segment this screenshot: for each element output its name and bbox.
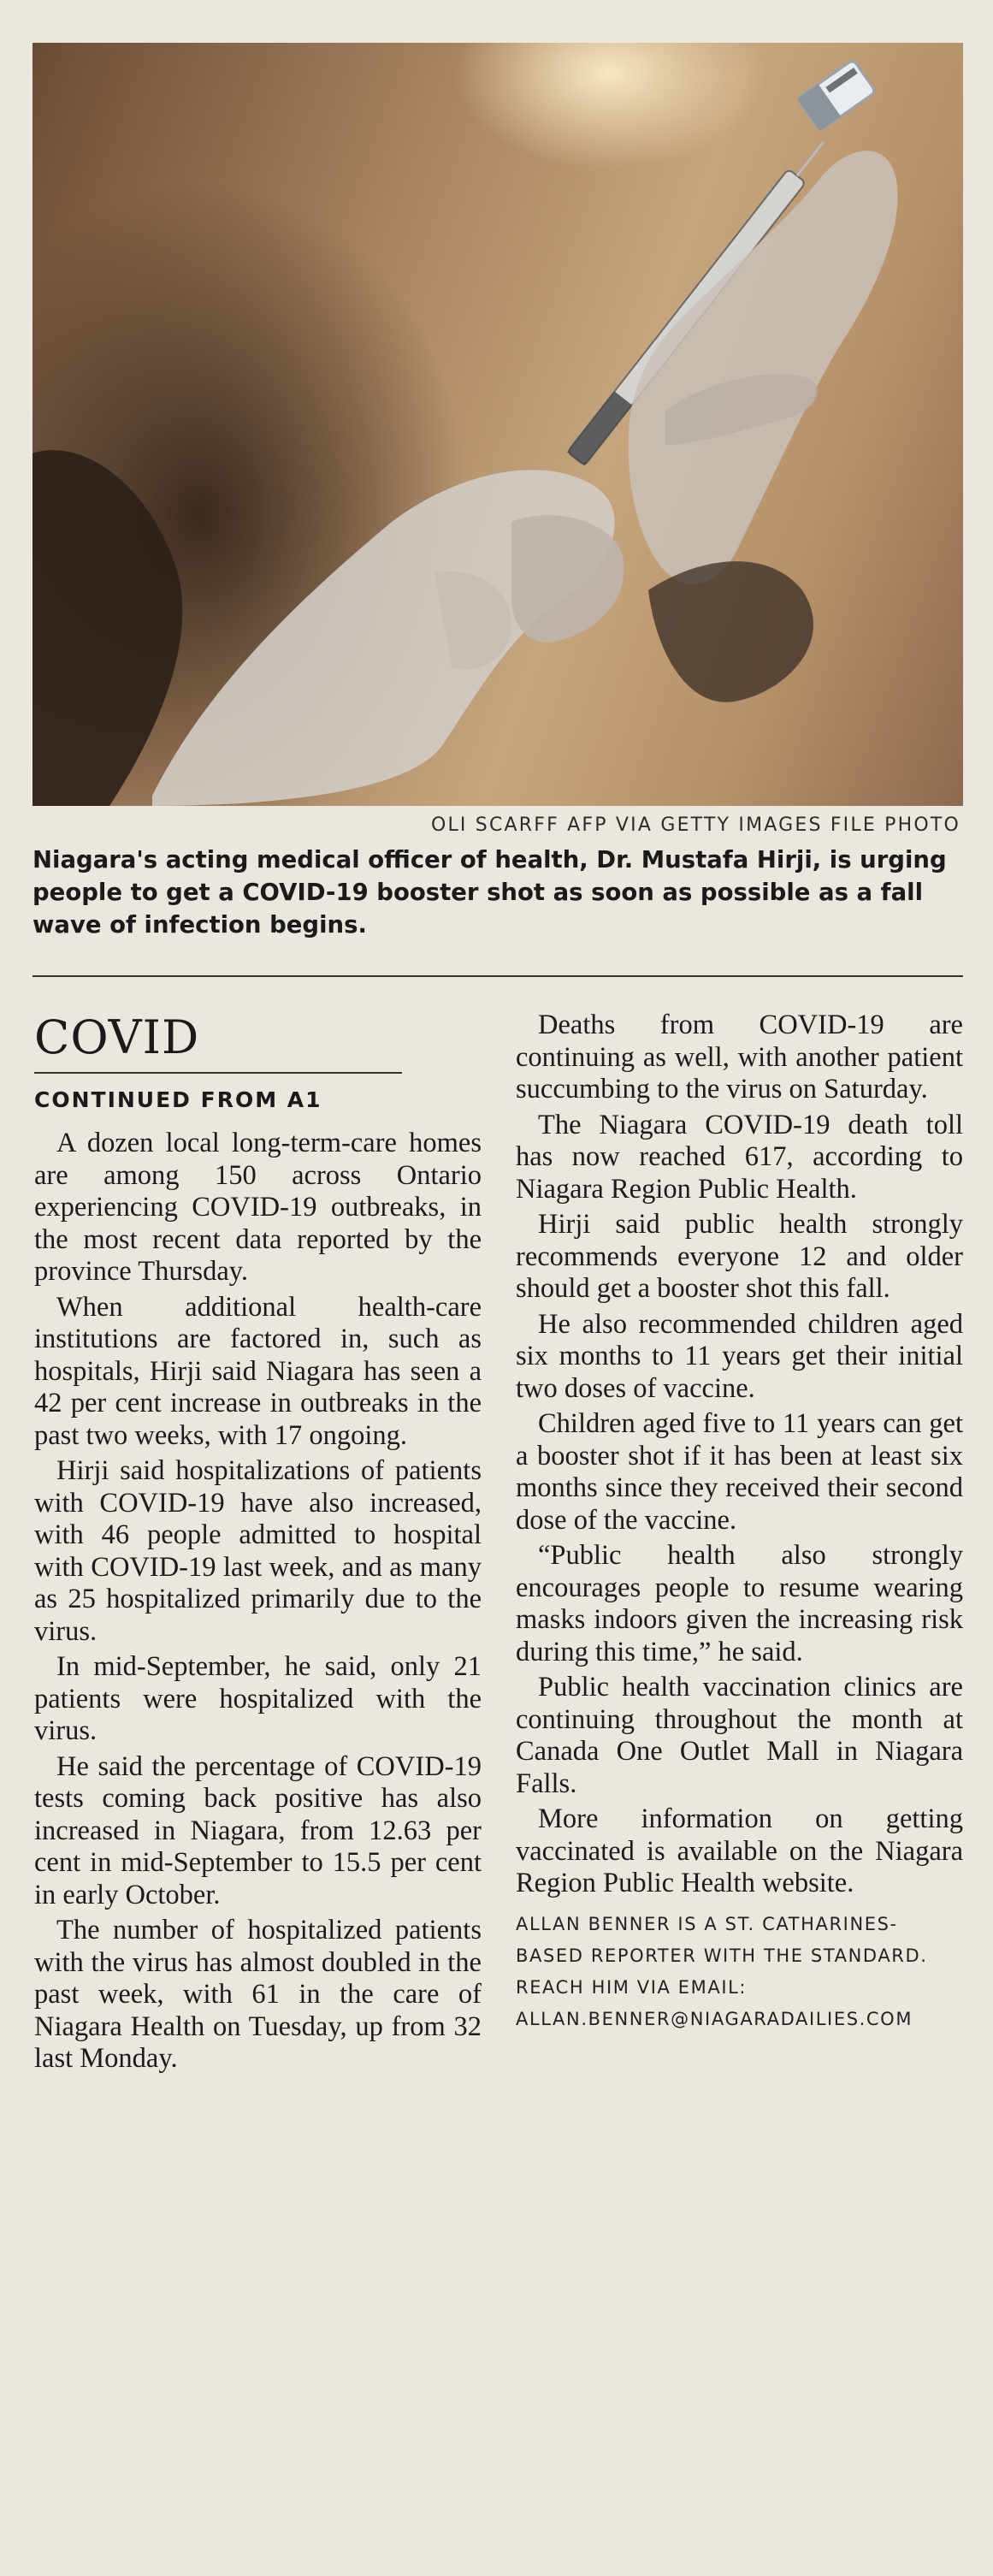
body-paragraph: He said the percentage of COVID-19 tests coming back positive has also increased in Niagara, from 12.63 per cent in mid-September to 15.5 per cent in early October. bbox=[34, 1750, 482, 1910]
body-paragraph: A dozen local long-term-care homes are among 150 across Ontario experiencing COVID-19 outbreaks, in the most recent data reported by the province Thursday. bbox=[34, 1128, 482, 1287]
continued-label: CONTINUED FROM A1 bbox=[34, 1087, 322, 1112]
article-slug: COVID bbox=[34, 1010, 200, 1064]
body-paragraph: Hirji said public health strongly recommends everyone 12 and older should get a booster shot this fall. bbox=[516, 1209, 963, 1304]
author-byline: ALLAN BENNER IS A ST. CATHARINES-BASED REPORTER WITH THE STANDARD. REACH HIM VIA EMAIL: ALLAN.BENNER@NIAGARADAILIES.COM bbox=[516, 1913, 928, 2029]
body-paragraph: He also recommended children aged six months to 11 years get their initial two doses of vaccine. bbox=[516, 1308, 963, 1404]
body-paragraph: The number of hospitalized patients with the virus has almost doubled in the past week, with 61 in the care of Niagara Health on Tuesday, up from 32 last Monday. bbox=[34, 1915, 482, 2074]
body-paragraph: Children aged five to 11 years can get a booster shot if it has been at least six months since they received their second dose of the vaccine. bbox=[516, 1408, 963, 1536]
article-column-left bbox=[34, 1005, 482, 2079]
body-paragraph: Public health vaccination clinics are continuing throughout the month at Canada One Outlet Mall in Niagara Falls. bbox=[516, 1672, 963, 1799]
photo-caption: Niagara's acting medical officer of health, Dr. Mustafa Hirji, is urging people to get a COVID-19 booster shot as soon as possible as a fall wave of infection begins. bbox=[33, 846, 947, 939]
body-paragraph: Deaths from COVID-19 are continuing as well, with another patient succumbing to the virus on Saturday. bbox=[516, 1010, 963, 1104]
body-paragraph: The Niagara COVID-19 death toll has now reached 617, according to Niagara Region Public Health. bbox=[516, 1109, 963, 1205]
section-divider bbox=[33, 975, 963, 977]
photo-credit: OLI SCARFF AFP VIA GETTY IMAGES FILE PHOTO bbox=[430, 814, 960, 836]
slug-divider bbox=[34, 1072, 402, 1074]
body-paragraph: “Public health also strongly encourages people to resume wearing masks indoors given the increasing risk during this time,” he said. bbox=[516, 1540, 963, 1667]
syringe-hands-illustration bbox=[33, 43, 963, 806]
body-paragraph: More information on getting vaccinated is available on the Niagara Region Public Health website. bbox=[516, 1803, 963, 1898]
vaccine-photo bbox=[33, 43, 963, 806]
body-paragraph: In mid-September, he said, only 21 patients were hospitalized with the virus. bbox=[34, 1651, 482, 1746]
body-paragraph: Hirji said hospitalizations of patients with COVID-19 have also increased, with 46 people admitted to hospital with COVID-19 last week, and as many as 25 hospitalized primarily due to the virus. bbox=[34, 1455, 482, 1647]
article-column-right bbox=[516, 1010, 963, 2035]
body-paragraph: When additional health-care institutions are factored in, such as hospitals, Hirji said Niagara has seen a 42 per cent increase in outbreaks in the past two weeks, with 17 ongoing. bbox=[34, 1291, 482, 1451]
